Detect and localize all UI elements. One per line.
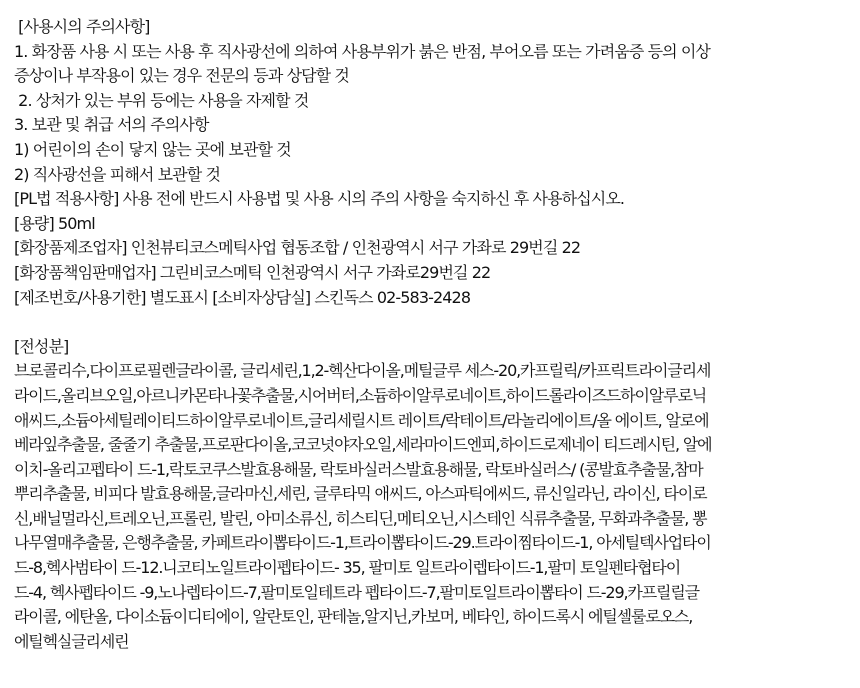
ingredients-line: 뿌리추출물, 비피다 발효용해물,글라마신,세린, 글루타믹 애씨드, 아스파틱에씨드, 류신일라닌, 라이신, 타이로 — [14, 484, 707, 504]
section-spacer — [14, 310, 860, 335]
lot-and-contact-line: [제조번호/사용기한] 별도표시 [소비자상담실] 스킨독스 02-583-2428 — [14, 287, 471, 307]
ingredients-line: 나무열매추출물, 은행추출물, 카페트라이뽑타이드-1,트라이뽑타이드-29.트라이찜타이드-1, 아세틸텍사업타이 — [14, 533, 711, 553]
ingredients-heading: [전성분] — [14, 336, 69, 356]
pl-law-notice: [PL법 적용사항] 사용 전에 반드시 사용법 및 사용 시의 주의 사항을 숙지하신 후 사용하십시오. — [14, 189, 625, 209]
ingredients-line: 드-4, 헥사펩타이드 -9,노나렙타이드-7,팔미토일테트라 펩타이드-7,팔미토일트라이뽑타이 드-29,카프릴릴글 — [14, 582, 699, 602]
precaution-line: 1. 화장품 사용 시 또는 사용 후 직사광선에 의하여 사용부위가 붉은 반점, 부어오름 또는 가려움증 등의 이상 — [14, 41, 710, 61]
ingredients-line: 애씨드,소듐아세틸레이티드하이알루로네이트,글리세릴시트 레이트/락테이트/라놀리에이트/올 에이트, 알로에 — [14, 410, 709, 430]
distributor-line: [화장품책임판매업자] 그린비코스메틱 인천광역시 서구 가좌로29번길 22 — [14, 262, 491, 282]
capacity-line: [용량] 50ml — [14, 213, 95, 233]
precautions-section — [14, 15, 860, 310]
precautions-heading: [사용시의 주의사항] — [14, 17, 150, 36]
ingredients-line: 브로콜리수,다이프로필렌글라이콜, 글리세린,1,2-헥산다이올,메틸글루 세스-20,카프릴릭/카프릭트라이글리세 — [14, 361, 711, 381]
precaution-line: 증상이나 부작용이 있는 경우 전문의 등과 상담할 것 — [14, 66, 349, 86]
ingredients-section — [14, 335, 860, 655]
ingredients-line: 신,배닐멀라신,트레오닌,프롤린, 발린, 아미소류신, 히스티딘,메티오닌,시스테인 식류추출물, 무화과추출물, 뽕 — [14, 508, 707, 528]
ingredients-line: 에틸헥실글리세린 — [14, 631, 129, 651]
ingredients-line: 드-8,헥사범타이 드-12.니코티노일트라이펩타이드- 35, 팔미토 일트라이렙타이드-1,팔미 토일펜타협타이 — [14, 558, 681, 578]
precaution-line: 1) 어린이의 손이 닿지 않는 곳에 보관할 것 — [14, 139, 291, 159]
ingredients-line: 이치-올리고펩타이 드-1,락토코쿠스발효용해물, 락토바실러스발효용해물, 락토바실러스/ (콩발효추출물,참마 — [14, 459, 703, 479]
ingredients-line: 베라잎추출물, 줄줄기 추출물,프로판다이올,코코넛야자오일,세라마이드엔피,하이드로제네이 티드레시틴, 알에 — [14, 435, 712, 455]
manufacturer-line: [화장품제조업자] 인천뷰티코스메틱사업 협동조합 / 인천광역시 서구 가좌로 29번길 22 — [14, 238, 581, 258]
ingredients-line: 라이콜, 에탄올, 다이소듐이디티에이, 알란토인, 판테놀,알지닌,카보머, 베타인, 하이드록시 에틸셀룰로오스, — [14, 607, 693, 627]
precaution-line: 2) 직사광선을 피해서 보관할 것 — [14, 164, 221, 184]
precaution-line: 2. 상처가 있는 부위 등에는 사용을 자제할 것 — [14, 90, 309, 110]
precaution-line: 3. 보관 및 취급 서의 주의사항 — [14, 115, 209, 135]
ingredients-line: 라이드,올리브오일,아르니카몬타나꽃추출물,시어버터,소듐하이알루로네이트,하이드롤라이즈드하이알루로닉 — [14, 385, 707, 405]
